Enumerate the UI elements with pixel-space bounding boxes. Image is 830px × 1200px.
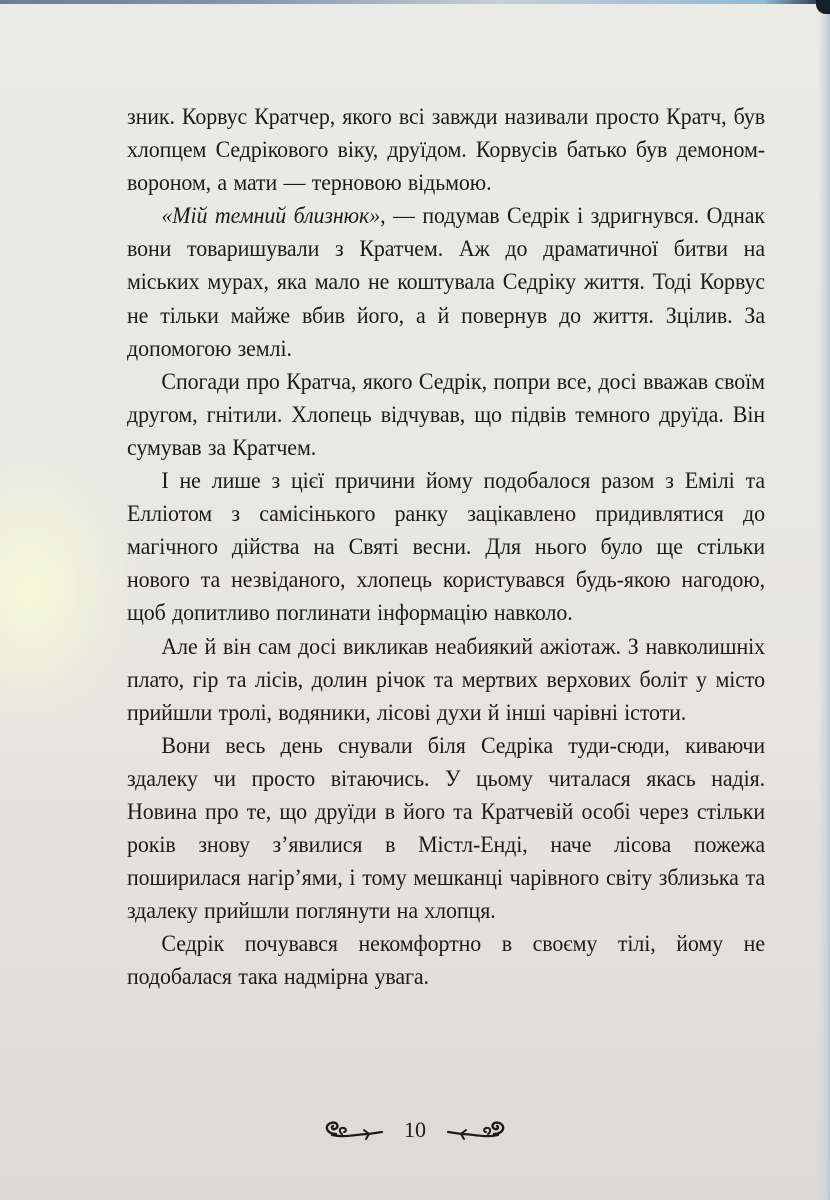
- paragraph-1: [127, 101, 765, 200]
- paragraph-6: [127, 730, 765, 929]
- paragraph-text: Седрік почувався некомфортно в своєму тілі, йому не подобалася така надмірна увага.: [127, 931, 765, 991]
- paragraph-5: [127, 631, 765, 730]
- paragraph-text: Але й він сам досі викликав неабиякий ажіотаж. З навколишніх плато, гір та лісів, долин річок та мертвих верхових боліт у місто прийшли тролі, водяники, лісові духи й інші чарівні істоти.: [127, 633, 765, 726]
- page-number: 10: [404, 1117, 426, 1142]
- italic-quote: «Мій темний близнюк»: [161, 203, 381, 230]
- page-right-edge: [818, 0, 830, 1200]
- paragraph-text: І не лише з цієї причини йому подобалося разом з Емілі та Елліотом з самісінького ранку зацікавлено придивлятися до магічного дійства на Святі весни. Для нього було ще стільки нового та незвіданого, хлопець користувався будь-якою нагодою, щоб допитливо поглинати інформацію навколо.: [127, 468, 765, 627]
- paragraph-text: , — подумав Седрік і здригнувся. Однак вони товаришували з Кратчем. Аж до драматичної битви на міських мурах, яка мало не коштувала Седріку життя. Тоді Корвус не тільки майже вбив його, а й повернув до життя. Зцілив. За допомогою землі.: [127, 203, 765, 362]
- body-text: [127, 101, 765, 995]
- paragraph-4: [127, 465, 765, 630]
- paragraph-2: [127, 200, 765, 365]
- paragraph-7: [127, 928, 765, 994]
- paragraph-text: зник. Корвус Кратчер, якого всі завжди називали просто Кратч, був хлопцем Седрікового віку, друїдом. Корвусів батько був демоном-вороном, а мати — терновою відьмою.: [127, 104, 765, 197]
- flourish-right-icon: [446, 1119, 508, 1141]
- paragraph-text: Спогади про Кратча, якого Седрік, попри все, досі вважав своїм другом, гнітили. Хлопець відчував, що підвів темного друїда. Він сумував за Кратчем.: [127, 368, 765, 461]
- paragraph-text: Вони весь день снували біля Седріка туди-сюди, киваючи здалеку чи просто вітаючись. У цьому читалася якась надія. Новина про те, що друїди в його та Кратчевій особі через стільки років знову з’явилися в Містл-Енді, наче лісова пожежа поширилася нагір’ями, і тому мешканці чарівного світу зблизька та здалеку прийшли поглянути на хлопця.: [127, 732, 765, 925]
- page-footer: [0, 1117, 830, 1143]
- page-top-edge: [0, 0, 830, 4]
- paragraph-3: [127, 366, 765, 465]
- flourish-left-icon: [322, 1119, 384, 1141]
